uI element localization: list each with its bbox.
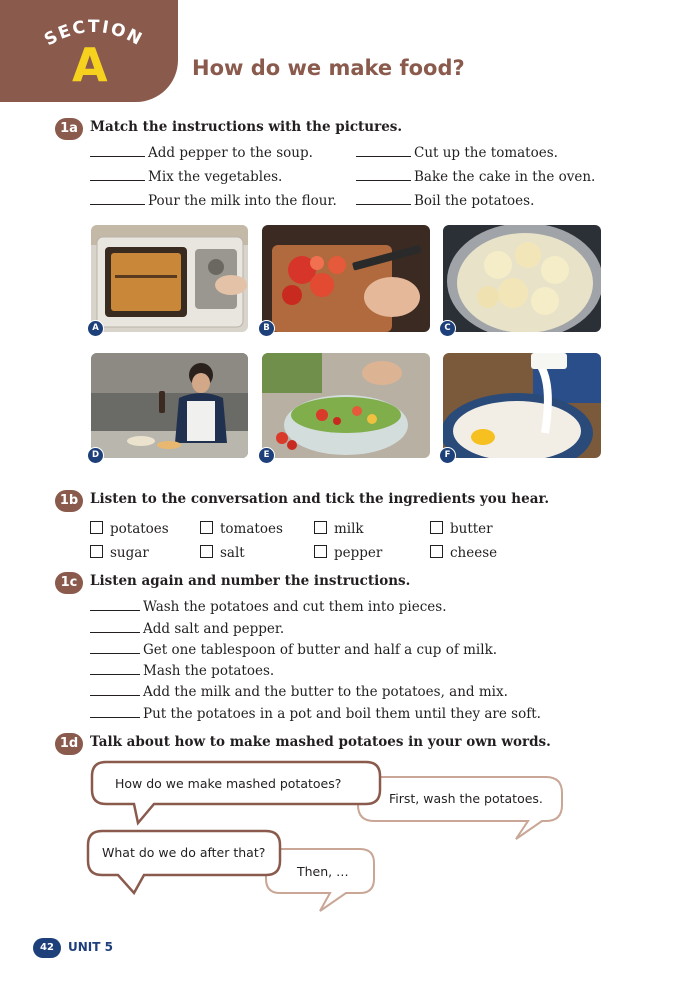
picture-label-c: C [439,320,456,337]
checkbox[interactable] [430,545,443,558]
checkbox[interactable] [90,545,103,558]
checkbox[interactable] [314,521,327,534]
answer-blank[interactable] [90,180,145,181]
ingredient-checkbox-cheese[interactable]: cheese [430,545,497,561]
picture-label-b: B [258,320,275,337]
answer-blank[interactable] [90,695,140,696]
match-item-right-3: Boil the potatoes. [356,195,534,209]
answer-blank[interactable] [90,204,145,205]
answer-blank[interactable] [90,653,140,654]
unit-label: UNIT 5 [68,940,113,954]
section-word: SECTION [41,16,147,51]
exercise-1b-instruction: Listen to the conversation and tick the ingredients you hear. [90,491,550,507]
answer-blank[interactable] [90,610,140,611]
match-item-left-2: Mix the vegetables. [90,171,282,185]
match-item-right-2: Bake the cake in the oven. [356,171,595,185]
ingredient-checkbox-tomatoes[interactable]: tomatoes [200,521,283,537]
page-title: How do we make food? [192,56,465,80]
page-number-badge: 42 [33,938,61,958]
answer-blank[interactable] [90,632,140,633]
speech-bubble-1-text: How do we make mashed potatoes? [115,776,342,791]
exercise-1c-instruction: Listen again and number the instructions. [90,573,411,589]
answer-blank[interactable] [90,156,145,157]
ingredient-checkbox-sugar[interactable]: sugar [90,545,149,561]
match-item-right-1: Cut up the tomatoes. [356,147,558,161]
picture-label-e: E [258,447,275,464]
picture-e-salad [262,353,430,458]
picture-label-d: D [87,447,104,464]
speech-bubble-4-text: Then, … [297,864,349,879]
step-item-5: Add the milk and the butter to the potatoes, and mix. [90,686,508,700]
step-item-4: Mash the potatoes. [90,665,274,679]
answer-blank[interactable] [356,204,411,205]
picture-b-tomatoes [262,225,430,332]
checkbox[interactable] [430,521,443,534]
exercise-1d-instruction: Talk about how to make mashed potatoes in your own words. [90,734,551,750]
ingredient-checkbox-salt[interactable]: salt [200,545,245,561]
speech-bubble-4-outline [266,849,374,911]
picture-c-boiling-potatoes [443,225,601,332]
step-item-1: Wash the potatoes and cut them into pieces. [90,601,447,615]
answer-blank[interactable] [356,156,411,157]
checkbox[interactable] [200,521,213,534]
section-letter: A [72,38,108,92]
step-item-6: Put the potatoes in a pot and boil them until they are soft. [90,708,541,722]
match-item-left-3: Pour the milk into the flour. [90,195,337,209]
ingredient-checkbox-butter[interactable]: butter [430,521,493,537]
ingredient-checkbox-milk[interactable]: milk [314,521,364,537]
checkbox[interactable] [314,545,327,558]
speech-bubble-1-outline [92,762,380,823]
answer-blank[interactable] [90,674,140,675]
speech-bubble-3-outline [88,831,280,893]
match-item-left-1: Add pepper to the soup. [90,147,313,161]
ingredient-checkbox-pepper[interactable]: pepper [314,545,382,561]
exercise-1a-instruction: Match the instructions with the pictures. [90,119,403,135]
picture-d-chef-pepper [91,353,248,458]
speech-bubble-2-outline [358,777,562,839]
picture-label-f: F [439,447,456,464]
speech-bubble-2-text: First, wash the potatoes. [389,791,543,806]
picture-f-milk-flour [443,353,601,458]
answer-blank[interactable] [356,180,411,181]
exercise-1a-badge: 1a [55,118,83,140]
ingredient-checkbox-potatoes[interactable]: potatoes [90,521,169,537]
checkbox[interactable] [200,545,213,558]
exercise-1c-badge: 1c [55,572,83,594]
exercise-1d-badge: 1d [55,733,83,755]
step-item-2: Add salt and pepper. [90,623,284,637]
step-item-3: Get one tablespoon of butter and half a cup of milk. [90,644,497,658]
exercise-1b-badge: 1b [55,490,83,512]
checkbox[interactable] [90,521,103,534]
picture-a-oven [91,225,248,332]
picture-label-a: A [87,320,104,337]
answer-blank[interactable] [90,717,140,718]
speech-bubble-3-text: What do we do after that? [102,845,266,860]
